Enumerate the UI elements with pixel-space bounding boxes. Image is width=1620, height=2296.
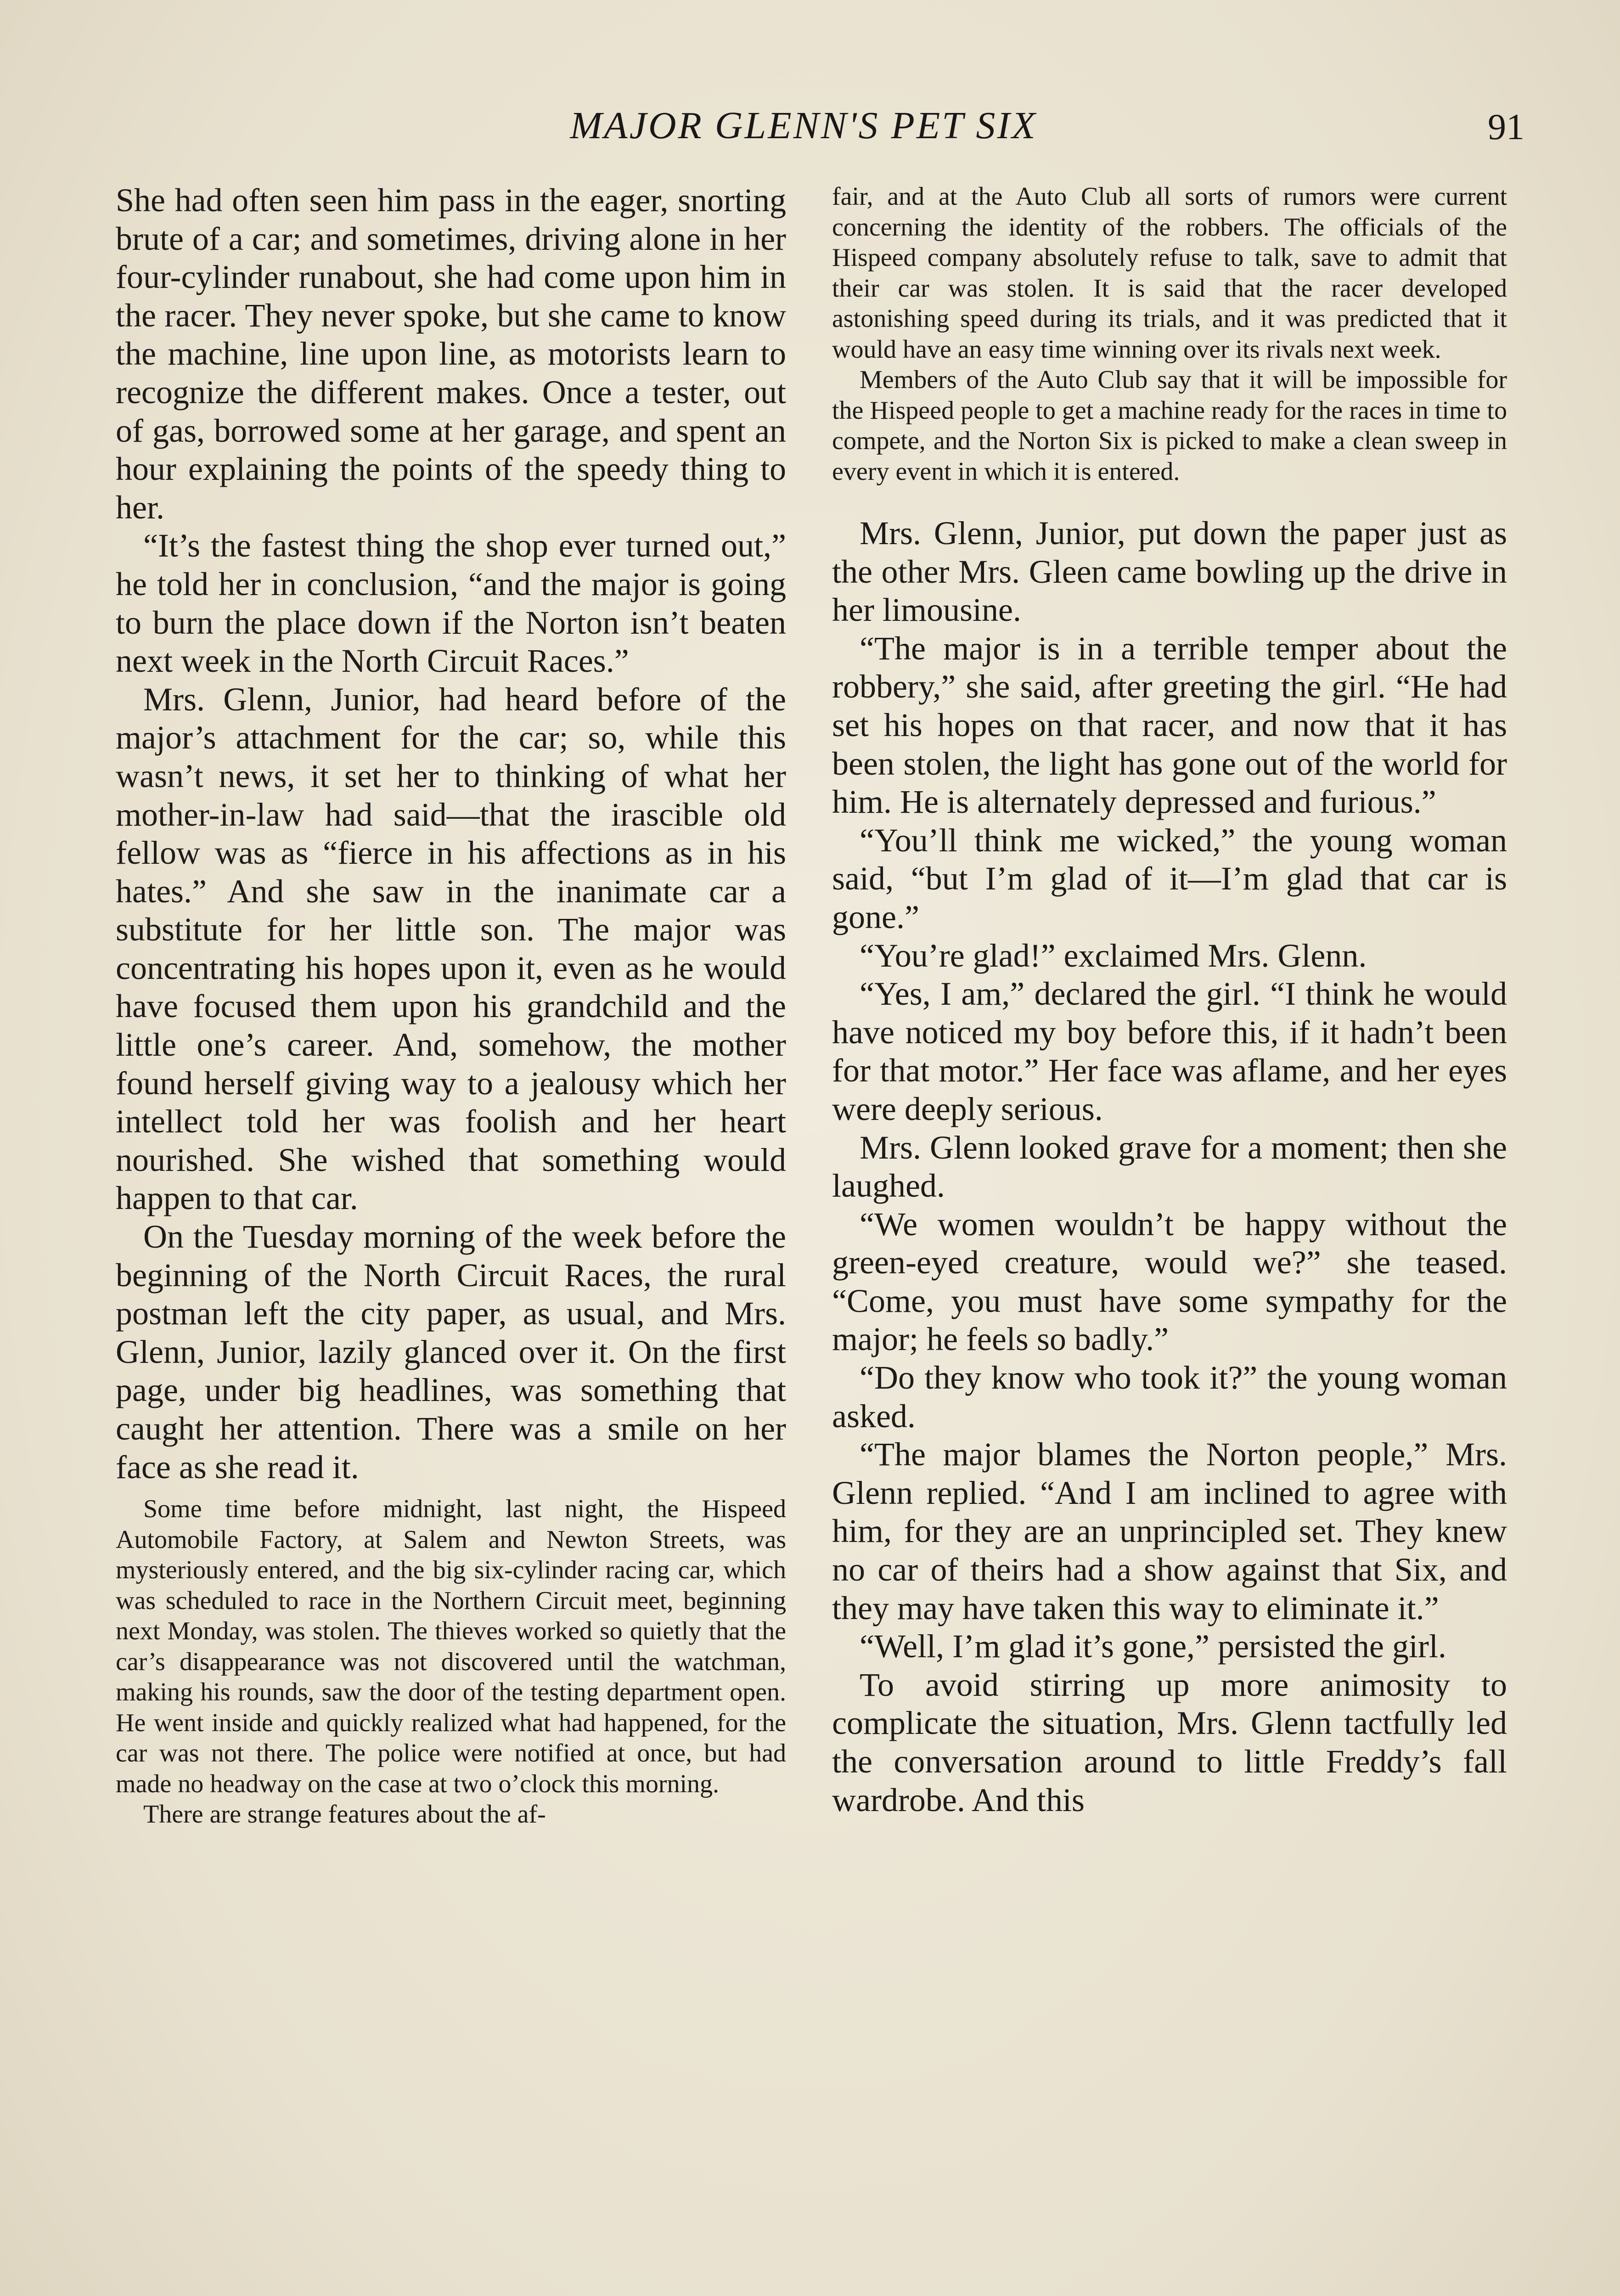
body-paragraph: She had often seen him pass in the eager, snorting brute of a car; and sometimes, driving alone in her four-cylinder runabout, she had come upon him in the racer. They never spoke, but she came to know the machine, line upon line, as motorists learn to recognize the different makes. Once a tester, out of gas, borrowed some at her garage, and spent an hour explaining the points of the speedy thing to her.	[116, 182, 786, 526]
body-paragraph: “Well, I’m glad it’s gone,” persisted the girl.	[860, 1628, 1446, 1665]
body-paragraph: Mrs. Glenn, Junior, had heard before of the major’s attachment for the car; so, while this wasn’t news, it set her to thinking of what her mother-in-law had said—that the irascible old fellow was as “fierce in his affections as in his hates.” And she saw in the inanimate car a substitute for her little son. The major was concentrating his hopes upon it, even as he would have focused them upon his grandchild and the little one’s career. And, somehow, the mother found herself giving way to a jealousy which her intellect told her was foolish and her heart nourished. She wished that something would happen to that car.	[116, 681, 786, 1217]
body-paragraph: “You’ll think me wicked,” the young woman said, “but I’m glad of it—I’m glad that car is gone.”	[832, 822, 1507, 935]
body-paragraph: Mrs. Glenn, Junior, put down the paper just as the other Mrs. Gleen came bowling up the drive in her limousine.	[832, 515, 1507, 629]
body-paragraph: “Do they know who took it?” the young woman asked.	[832, 1359, 1507, 1435]
running-title: MAJOR GLENN'S PET SIX	[570, 104, 1037, 147]
body-paragraph: On the Tuesday morning of the week before the beginning of the North Circuit Races, the rural postman left the city paper, as usual, and Mrs. Glenn, Junior, lazily glanced over it. On the first page, under big headlines, was something that caught her attention. There was a smile on her face as she read it.	[116, 1218, 786, 1486]
body-paragraph: “Yes, I am,” declared the girl. “I think he would have noticed my boy before this, if it hadn’t been for that motor.” Her face was aflame, and her eyes were deeply serious.	[832, 975, 1507, 1127]
body-paragraph: “You’re glad!” exclaimed Mrs. Glenn.	[860, 937, 1367, 974]
body-paragraph: Mrs. Glenn looked grave for a moment; then she laughed.	[832, 1129, 1507, 1204]
news-excerpt-paragraph: fair, and at the Auto Club all sorts of rumors were current concerning the identity of the robbers. The officials of the Hispeed company absolutely refuse to talk, save to admit that their car was stolen. It is said that the racer developed astonishing speed during its trials, and it was predicted that it would have an easy time winning over its rivals next week.	[832, 182, 1507, 364]
spacer	[832, 487, 1507, 514]
spacer	[116, 1486, 786, 1494]
left-column	[116, 181, 786, 1830]
body-paragraph: “We women wouldn’t be happy without the green-eyed creature, would we?” she teased. “Come, you must have some sympathy for the major; he feels so badly.”	[832, 1205, 1507, 1358]
news-excerpt-paragraph: There are strange features about the af-	[143, 1800, 546, 1829]
body-paragraph: To avoid stirring up more animosity to complicate the situation, Mrs. Glenn tactfully led the conversation around to little Freddy’s fall wardrobe. And this	[832, 1666, 1507, 1818]
news-excerpt-paragraph: Some time before midnight, last night, the Hispeed Automobile Factory, at Salem and Newton Streets, was mysteriously entered, and the big six-cylinder racing car, which was scheduled to race in the Northern Circuit meet, beginning next Monday, was stolen. The thieves worked so quietly that the car’s disappearance was not discovered until the watchman, making his rounds, saw the door of the testing department open. He went inside and quickly realized what had happened, for the car was not there. The police were notified at once, but had made no headway on the case at two o’clock this morning.	[116, 1495, 786, 1798]
body-paragraph: “The major blames the Norton people,” Mrs. Glenn replied. “And I am inclined to agree with him, for they are an unprincipled set. They knew no car of theirs had a show against that Six, and they may have taken this way to eliminate it.”	[832, 1436, 1507, 1626]
right-column	[832, 181, 1507, 1819]
body-paragraph: “The major is in a terrible temper about the robbery,” she said, after greeting the girl. “He had set his hopes on that racer, and now that it has been stolen, the light has gone out of the world for him. He is alternately depressed and furious.”	[832, 630, 1507, 821]
news-excerpt-paragraph: Members of the Auto Club say that it will be impossible for the Hispeed people to get a machine ready for the races in time to compete, and the Norton Six is picked to make a clean sweep in every event in which it is entered.	[832, 366, 1507, 486]
page-number: 91	[1488, 107, 1524, 147]
body-paragraph: “It’s the fastest thing the shop ever turned out,” he told her in conclusion, “and the major is going to burn the place down if the Norton isn’t beaten next week in the North Circuit Races.”	[116, 527, 786, 680]
